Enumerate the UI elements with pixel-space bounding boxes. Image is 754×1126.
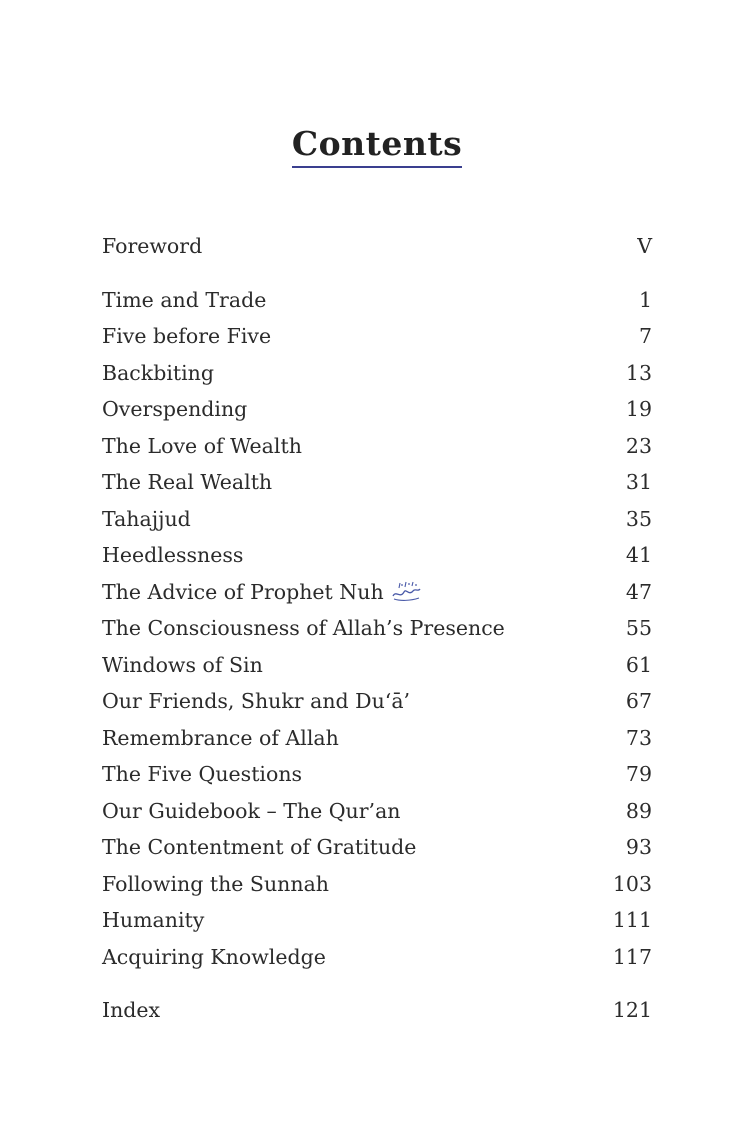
toc-entry-label-wrap bbox=[102, 574, 422, 611]
toc-entry-contentment[interactable] bbox=[102, 829, 652, 866]
toc-entry-windows-of-sin[interactable] bbox=[102, 647, 652, 684]
toc-entry-label: The Advice of Prophet Nuh bbox=[102, 579, 384, 604]
toc-entry-label: Humanity bbox=[102, 908, 205, 932]
toc-entry-page-number: 31 bbox=[625, 470, 652, 494]
toc-entry-love-of-wealth[interactable] bbox=[102, 428, 652, 465]
toc-entry-label: Five before Five bbox=[102, 324, 272, 348]
toc-entry-label: Tahajjud bbox=[102, 506, 191, 531]
toc-entry-backbiting[interactable] bbox=[102, 355, 652, 392]
toc-entry-five-questions[interactable] bbox=[102, 756, 652, 793]
toc-entry-page-number: 35 bbox=[625, 506, 652, 531]
toc-entry-label: Our Guidebook – The Qur’an bbox=[102, 798, 401, 823]
toc-entry-acquiring-knowledge[interactable] bbox=[102, 939, 652, 976]
toc-entry-label: The Love of Wealth bbox=[102, 433, 302, 458]
toc-entry-page-number: 47 bbox=[625, 579, 652, 604]
toc-entry-five-before-five[interactable] bbox=[102, 318, 652, 355]
toc-entry-page-number: 55 bbox=[625, 616, 652, 640]
toc-entry-page-number: 67 bbox=[625, 689, 652, 713]
toc-entry-label: Backbiting bbox=[102, 360, 214, 385]
toc-entry-advice-of-prophet-nuh[interactable] bbox=[102, 574, 652, 611]
toc-entry-page-number: 41 bbox=[625, 543, 652, 567]
toc-entry-page-number: 121 bbox=[612, 998, 652, 1022]
toc-entry-page-number: 7 bbox=[638, 324, 652, 348]
toc-entry-page-number: V bbox=[637, 234, 652, 258]
toc-entry-page-number: 19 bbox=[625, 397, 652, 421]
toc-entry-index[interactable] bbox=[102, 992, 652, 1029]
toc-entry-label: The Contentment of Gratitude bbox=[102, 835, 417, 859]
toc-entry-label: Windows of Sin bbox=[102, 652, 263, 677]
toc-entry-remembrance[interactable] bbox=[102, 720, 652, 757]
toc-entry-label: Index bbox=[102, 998, 161, 1022]
toc-entry-label: Acquiring Knowledge bbox=[102, 944, 326, 969]
toc-entry-label: The Real Wealth bbox=[102, 470, 273, 494]
toc-entry-label: Our Friends, Shukr and Du‘ā’ bbox=[102, 689, 411, 713]
toc-entry-page-number: 13 bbox=[625, 360, 652, 385]
toc-entry-tahajjud[interactable] bbox=[102, 501, 652, 538]
toc-entry-page-number: 111 bbox=[612, 908, 652, 932]
toc-entry-overspending[interactable] bbox=[102, 391, 652, 428]
toc-entry-label: Following the Sunnah bbox=[102, 871, 330, 896]
title-container bbox=[0, 124, 754, 168]
toc-entry-page-number: 73 bbox=[625, 725, 652, 750]
table-of-contents bbox=[102, 228, 652, 1029]
toc-entry-humanity[interactable] bbox=[102, 902, 652, 939]
toc-entry-label: Foreword bbox=[102, 234, 203, 258]
toc-entry-label: Remembrance of Allah bbox=[102, 725, 339, 750]
toc-entry-label: Heedlessness bbox=[102, 543, 244, 567]
toc-entry-label: Overspending bbox=[102, 397, 248, 421]
toc-entry-page-number: 103 bbox=[612, 871, 652, 896]
toc-entry-label: The Consciousness of Allah’s Presence bbox=[102, 616, 505, 640]
toc-entry-time-and-trade[interactable] bbox=[102, 282, 652, 319]
honorific-calligraphy-icon bbox=[390, 579, 422, 603]
page-title: Contents bbox=[292, 124, 462, 168]
toc-entry-page-number: 117 bbox=[612, 944, 652, 969]
toc-entry-real-wealth[interactable] bbox=[102, 464, 652, 501]
toc-entry-foreword[interactable] bbox=[102, 228, 652, 265]
toc-entry-page-number: 61 bbox=[625, 652, 652, 677]
toc-entry-our-guidebook[interactable] bbox=[102, 793, 652, 830]
toc-entry-label: Time and Trade bbox=[102, 287, 267, 312]
toc-entry-our-friends[interactable] bbox=[102, 683, 652, 720]
toc-entry-page-number: 1 bbox=[638, 287, 652, 312]
toc-entry-following-sunnah[interactable] bbox=[102, 866, 652, 903]
toc-entry-heedlessness[interactable] bbox=[102, 537, 652, 574]
toc-entry-page-number: 79 bbox=[625, 762, 652, 786]
toc-entry-consciousness[interactable] bbox=[102, 610, 652, 647]
toc-entry-page-number: 93 bbox=[625, 835, 652, 859]
toc-entry-page-number: 23 bbox=[625, 433, 652, 458]
toc-entry-label: The Five Questions bbox=[102, 762, 303, 786]
toc-entry-page-number: 89 bbox=[625, 798, 652, 823]
